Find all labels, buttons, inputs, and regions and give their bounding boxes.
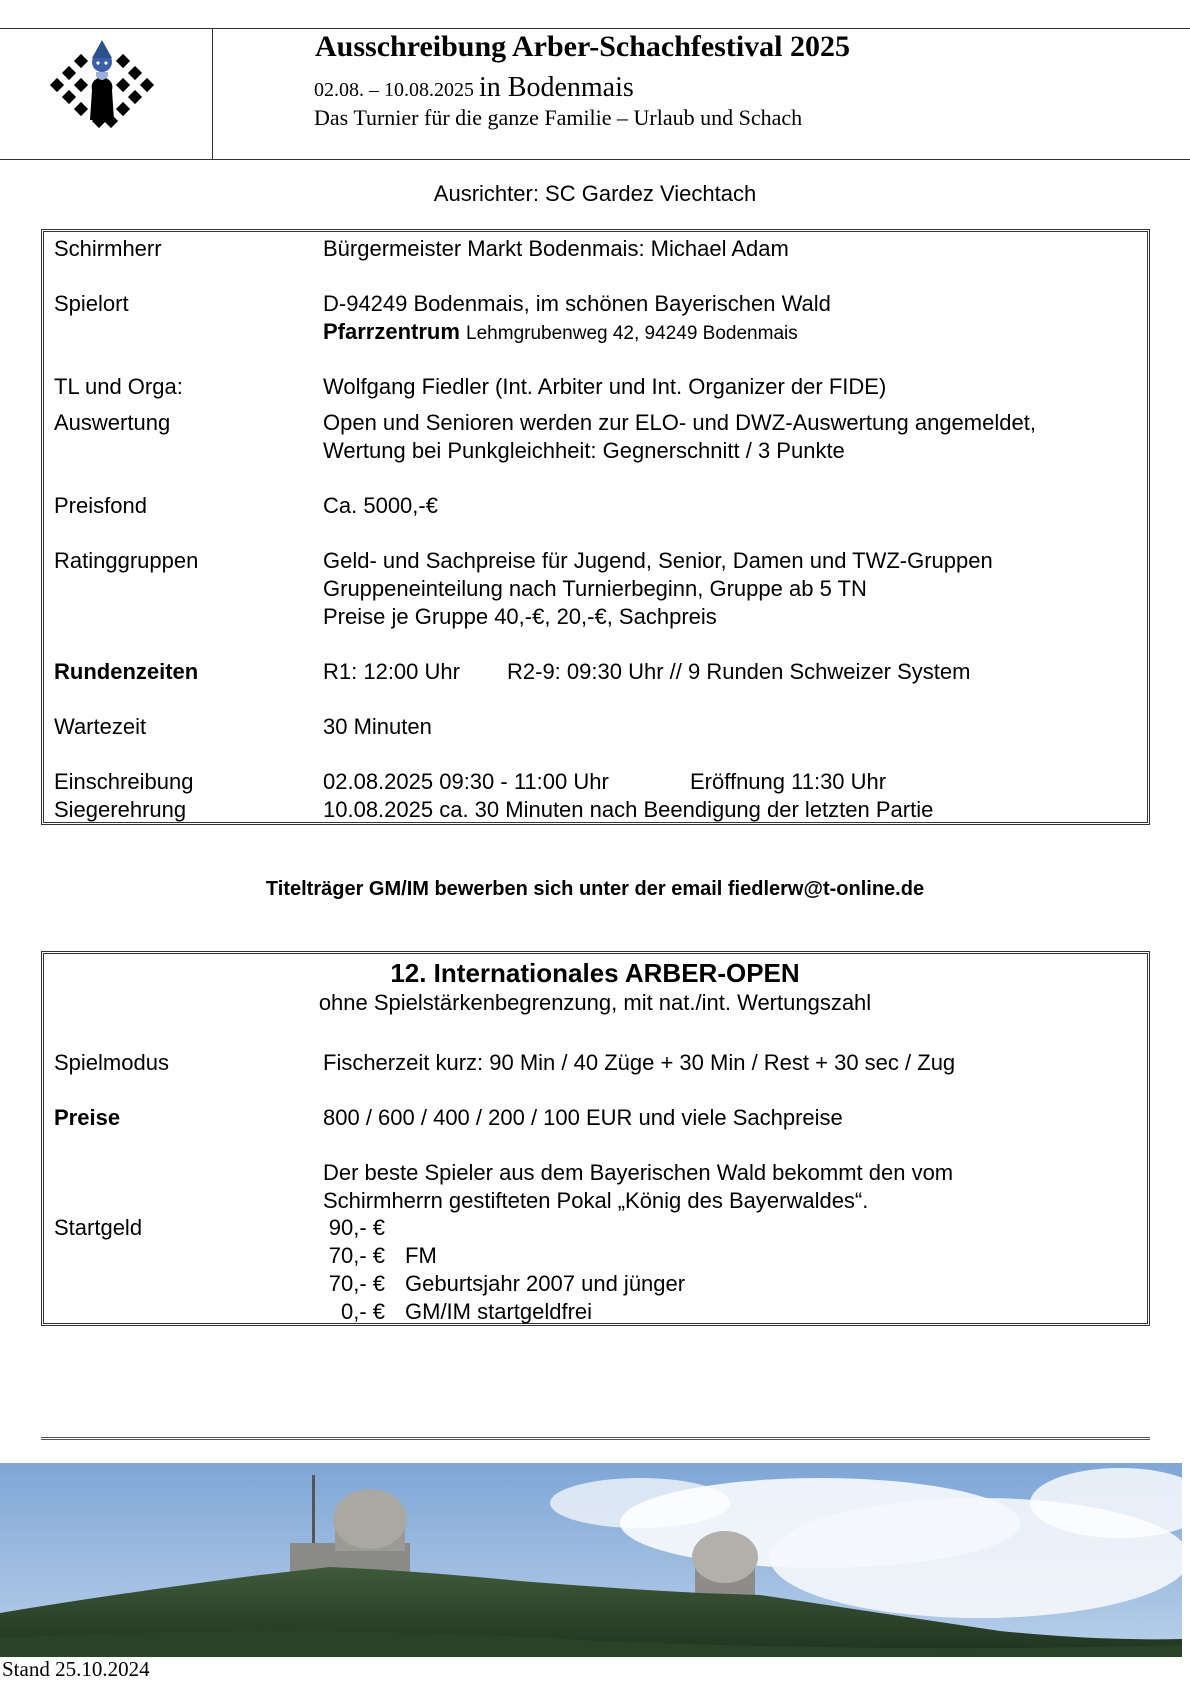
fee-amount: 0,- € [340,1299,385,1324]
label-einschreibung: Einschreibung [54,769,194,794]
fee-note: Geburtsjahr 2007 und jünger [405,1271,686,1296]
footer-rule [41,1437,1150,1440]
value-ratinggruppen-2: Gruppeneinteilung nach Turnierbeginn, Gruppe ab 5 TN [323,576,867,601]
label-ratinggruppen: Ratinggruppen [54,548,199,573]
label-wartezeit: Wartezeit [54,714,147,739]
value-auswertung-1: Open und Senioren werden zur ELO- und DWZ-Auswertung angemeldet, [323,410,1036,435]
value-eroeffnung: Eröffnung 11:30 Uhr [690,769,887,794]
document-title: Ausschreibung Arber-Schachfestival 2025 [315,30,851,63]
event-place: in Bodenmais [479,72,634,103]
fee-amount: 70,- € [328,1271,385,1296]
label-preise: Preise [54,1105,121,1130]
fee-note: FM [405,1243,437,1268]
value-tl: Wolfgang Fiedler (Int. Arbiter und Int. Organizer der FIDE) [323,374,887,399]
open-title: 12. Internationales ARBER-OPEN [390,958,800,988]
value-venue [323,318,798,347]
arber-photo [0,1463,1182,1657]
label-spielmodus: Spielmodus [54,1050,169,1075]
value-ratinggruppen-3: Preise je Gruppe 40,-€, 20,-€, Sachpreis [323,604,717,629]
value-preise: 800 / 600 / 400 / 200 / 100 EUR und viele Sachpreise [323,1105,843,1130]
value-einschreibung: 02.08.2025 09:30 - 11:00 Uhr [323,769,609,794]
label-schirmherr: Schirmherr [54,236,162,261]
label-rundenzeiten: Rundenzeiten [54,659,199,684]
value-siegerehrung: 10.08.2025 ca. 30 Minuten nach Beendigung der letzten Partie [323,797,934,822]
header-top-rule [0,28,1190,29]
value-pokal-1: Der beste Spieler aus dem Bayerischen Wald bekommt den vom [323,1160,954,1185]
label-spielort: Spielort [54,291,129,316]
value-preisfond: Ca. 5000,-€ [323,493,438,518]
title-holder-note: Titelträger GM/IM bewerben sich unter der email fiedlerw@t-online.de [265,878,925,900]
label-auswertung: Auswertung [54,410,171,435]
value-rundenzeiten-r1: R1: 12:00 Uhr [323,659,460,684]
value-ratinggruppen-1: Geld- und Sachpreise für Jugend, Senior, Damen und TWZ-Gruppen [323,548,993,573]
event-tagline: Das Turnier für die ganze Familie – Urlaub und Schach [314,105,803,130]
event-date-range: 02.08. – 10.08.2025 [314,79,479,101]
value-spielort: D-94249 Bodenmais, im schönen Bayerischen Wald [323,291,831,316]
label-tl: TL und Orga: [54,374,183,399]
header-bottom-rule [0,159,1190,160]
event-dates [314,72,634,104]
value-schirmherr: Bürgermeister Markt Bodenmais: Michael Adam [323,236,789,261]
label-startgeld: Startgeld [54,1215,143,1240]
value-spielmodus: Fischerzeit kurz: 90 Min / 40 Züge + 30 Min / Rest + 30 sec / Zug [323,1050,956,1075]
organizer-line: Ausrichter: SC Gardez Viechtach [433,181,757,206]
label-preisfond: Preisfond [54,493,147,518]
chess-club-logo-icon [42,32,162,132]
value-auswertung-2: Wertung bei Punkgleichheit: Gegnerschnitt / 3 Punkte [323,438,845,463]
venue-name: Pfarrzentrum [323,319,460,344]
value-wartezeit: 30 Minuten [323,714,432,739]
fee-amount: 90,- € [328,1215,385,1240]
stand-date: Stand 25.10.2024 [2,1657,150,1681]
venue-address: Lehmgrubenweg 42, 94249 Bodenmais [466,323,798,344]
label-siegerehrung: Siegerehrung [54,797,187,822]
fee-amount: 70,- € [328,1243,385,1268]
header-divider [212,28,213,159]
value-pokal-2: Schirmherrn gestifteten Pokal „König des Bayerwaldes“. [323,1188,869,1213]
value-rundenzeiten-r2: R2-9: 09:30 Uhr // 9 Runden Schweizer System [507,659,971,684]
fee-note: GM/IM startgeldfrei [405,1299,593,1324]
open-subtitle: ohne Spielstärkenbegrenzung, mit nat./int. Wertungszahl [318,990,872,1015]
